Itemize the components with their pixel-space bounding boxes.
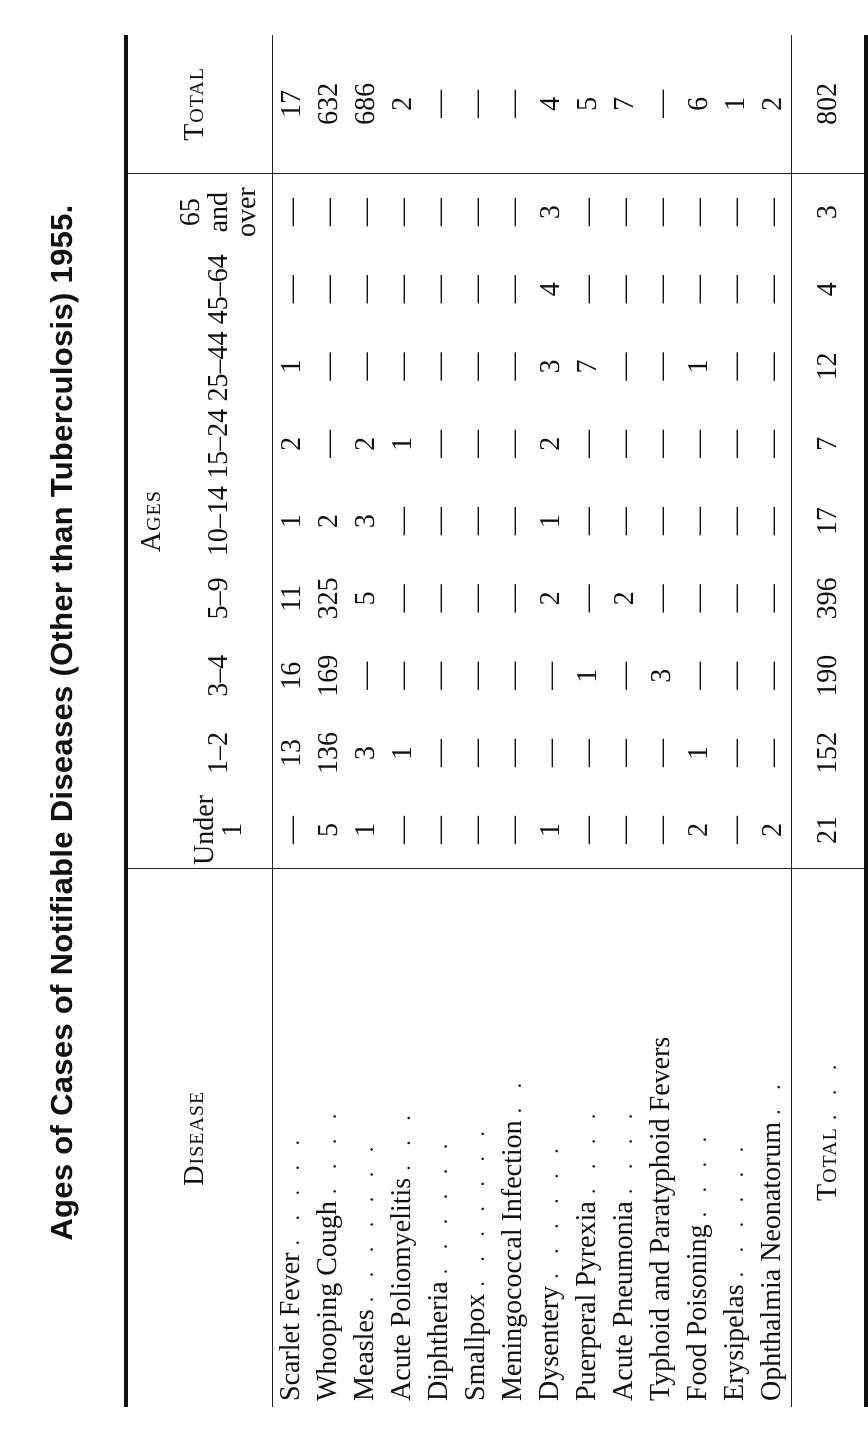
disease-name xyxy=(458,869,495,1407)
age-group-label: 25–44 xyxy=(203,331,234,402)
row-total-cell: 1 xyxy=(717,35,754,173)
age-count-cell: — xyxy=(756,352,788,381)
age-count-cell: — xyxy=(756,507,788,536)
age-count-cell: — xyxy=(312,429,344,458)
column-total-cell: 17 xyxy=(792,482,867,559)
age-group-label: 1–2 xyxy=(203,732,234,774)
age-count-cell: — xyxy=(384,792,421,869)
age-group-header xyxy=(176,792,262,869)
table-row xyxy=(421,35,458,1407)
age-count-cell: 11 xyxy=(275,584,307,612)
age-count-cell: — xyxy=(497,275,529,304)
age-count-cell: — xyxy=(608,661,640,690)
age-count-cell: — xyxy=(756,275,788,304)
age-count-cell: — xyxy=(275,275,307,304)
age-count-cell: — xyxy=(273,792,311,869)
age-count-cell: — xyxy=(645,584,677,613)
row-total-cell: 7 xyxy=(606,35,643,173)
age-count-cell: 1 xyxy=(682,746,714,760)
row-total-cell: 2 xyxy=(384,35,421,173)
age-group-header xyxy=(176,482,262,559)
age-count-cell: 1 xyxy=(534,514,566,529)
disease-name xyxy=(680,869,717,1407)
age-count-cell: 1 xyxy=(275,514,307,529)
column-total-cell: 396 xyxy=(792,560,867,637)
age-count-cell: 1 xyxy=(532,792,569,869)
age-count-cell: — xyxy=(756,661,788,690)
age-count-cell: — xyxy=(460,429,492,458)
row-total-cell: — xyxy=(495,35,532,173)
age-group-label-line2: and over xyxy=(203,187,262,238)
age-group-label: 5–9 xyxy=(203,577,234,620)
dot-leader: . . . xyxy=(390,1108,415,1171)
table-row xyxy=(643,35,680,1407)
age-count-cell: 3 xyxy=(349,514,381,529)
disease-name xyxy=(643,869,680,1407)
header-row-1 xyxy=(126,35,176,1407)
age-count-cell: 1 xyxy=(386,746,418,760)
age-count-cell: — xyxy=(534,739,566,767)
dot-leader: . . . . . . . xyxy=(464,1124,489,1287)
age-count-cell: — xyxy=(423,352,455,381)
disease-label: Whooping Cough xyxy=(312,1201,343,1401)
age-count-cell: — xyxy=(458,792,495,869)
age-count-cell: — xyxy=(719,429,751,458)
age-count-cell: 1 xyxy=(386,436,418,451)
age-group-header xyxy=(176,328,262,405)
age-count-cell: — xyxy=(682,429,714,458)
age-count-cell: — xyxy=(571,429,603,458)
disease-label: Dysentery xyxy=(534,1285,565,1401)
page-title: Ages of Cases of Notifiable Diseases (Other than Tuberculosis) 1955. xyxy=(44,204,79,1241)
table-row xyxy=(532,35,569,1407)
table-row xyxy=(495,35,532,1407)
age-group-label: 15–24 xyxy=(203,408,234,479)
dot-leader: . . . . xyxy=(316,1106,341,1195)
table-row xyxy=(458,35,495,1407)
age-count-cell: — xyxy=(682,275,714,304)
total-label-cell xyxy=(792,869,867,1407)
dot-leader: . . xyxy=(501,1075,526,1114)
age-count-cell: — xyxy=(460,739,492,767)
column-total-cell: 21 xyxy=(792,792,867,869)
age-count-cell: — xyxy=(497,661,529,690)
age-count-cell: — xyxy=(608,275,640,304)
row-total-cell: — xyxy=(643,35,680,173)
row-total-cell: 5 xyxy=(569,35,606,173)
row-total-cell: 2 xyxy=(754,35,792,173)
age-count-cell: — xyxy=(386,275,418,304)
age-count-cell: — xyxy=(682,507,714,536)
header-separator xyxy=(262,35,273,1407)
row-total-cell: 632 xyxy=(310,35,347,173)
table-row xyxy=(717,35,754,1407)
age-count-cell: — xyxy=(645,352,677,381)
dot-leader: . . . . xyxy=(575,1106,600,1195)
age-count-cell: 3 xyxy=(645,668,677,683)
age-count-cell: — xyxy=(460,584,492,613)
total-header: Total xyxy=(126,35,262,173)
age-count-cell: — xyxy=(460,352,492,381)
age-count-cell: — xyxy=(312,352,344,381)
age-count-cell: 2 xyxy=(608,591,640,606)
disease-name xyxy=(532,869,569,1407)
age-count-cell: 13 xyxy=(275,739,307,767)
disease-name xyxy=(310,869,347,1407)
column-total-cell: 190 xyxy=(792,637,867,714)
disease-label: Diphtheria xyxy=(423,1281,454,1401)
age-count-cell: — xyxy=(606,792,643,869)
age-count-cell: — xyxy=(460,275,492,304)
disease-name xyxy=(717,869,754,1407)
age-group-label: 45–64 xyxy=(203,254,234,325)
disease-name xyxy=(421,869,458,1407)
age-count-cell: — xyxy=(571,507,603,536)
age-count-cell: 1 xyxy=(571,668,603,683)
table-row xyxy=(310,35,347,1407)
age-count-cell: — xyxy=(645,198,677,227)
age-count-cell: — xyxy=(497,352,529,381)
row-total-cell: 17 xyxy=(273,35,311,173)
age-count-cell: — xyxy=(460,661,492,690)
age-count-cell: 1 xyxy=(682,359,714,374)
age-count-cell: — xyxy=(645,275,677,304)
age-count-cell: 7 xyxy=(571,359,603,374)
age-count-cell: 1 xyxy=(275,359,307,374)
age-count-cell: — xyxy=(719,198,751,227)
disease-header: Disease xyxy=(126,869,262,1407)
disease-label: Acute Pneumonia xyxy=(608,1201,639,1401)
row-total-cell: 6 xyxy=(680,35,717,173)
age-count-cell: — xyxy=(682,584,714,613)
age-count-cell: — xyxy=(386,352,418,381)
age-count-cell: — xyxy=(312,198,344,227)
age-count-cell: — xyxy=(275,198,307,227)
age-count-cell: 5 xyxy=(310,792,347,869)
table-body xyxy=(262,35,866,1407)
column-total-cell: 3 xyxy=(792,173,867,250)
disease-label: Typhoid and Paratyphoid Fevers xyxy=(645,1036,676,1401)
age-count-cell: 3 xyxy=(534,205,566,220)
disease-name xyxy=(754,869,792,1407)
age-count-cell: — xyxy=(460,198,492,227)
age-group-header xyxy=(176,173,262,250)
age-group-label: 10–14 xyxy=(203,486,234,557)
age-count-cell: — xyxy=(495,792,532,869)
age-group-header xyxy=(176,560,262,637)
table-row xyxy=(384,35,421,1407)
age-count-cell: — xyxy=(756,584,788,613)
table-row xyxy=(680,35,717,1407)
age-count-cell: — xyxy=(569,792,606,869)
total-label: Total xyxy=(811,1127,843,1201)
age-count-cell: — xyxy=(497,429,529,458)
disease-label: Meningococcal Infection xyxy=(497,1120,528,1401)
dot-leader: . . . . . . xyxy=(427,1136,452,1275)
age-count-cell: — xyxy=(571,739,603,767)
age-count-cell: — xyxy=(423,275,455,304)
disease-name xyxy=(273,869,311,1407)
column-total-cell: 152 xyxy=(792,714,867,791)
disease-label: Smallpox xyxy=(460,1293,491,1401)
age-count-cell: — xyxy=(719,661,751,690)
age-count-cell: — xyxy=(719,584,751,613)
dot-leader: . . . . . xyxy=(279,1133,304,1246)
age-count-cell: — xyxy=(645,739,677,767)
age-count-cell: — xyxy=(497,584,529,613)
age-group-header xyxy=(176,637,262,714)
age-count-cell: — xyxy=(608,352,640,381)
age-count-cell: — xyxy=(386,661,418,690)
age-count-cell: — xyxy=(386,507,418,536)
disease-name xyxy=(569,869,606,1407)
ages-table xyxy=(124,35,868,1407)
disease-label: Measles xyxy=(349,1309,380,1401)
column-total-cell: 4 xyxy=(792,251,867,328)
disease-name xyxy=(347,869,384,1407)
age-count-cell: — xyxy=(571,198,603,227)
age-count-cell: — xyxy=(421,792,458,869)
age-count-cell: 2 xyxy=(349,436,381,451)
age-count-cell: 136 xyxy=(312,732,344,774)
total-row xyxy=(792,35,867,1407)
age-count-cell: 1 xyxy=(347,792,384,869)
age-count-cell: — xyxy=(349,198,381,227)
dot-leader: . . . . . . xyxy=(723,1139,748,1278)
disease-label: Ophthalmia Neonatorum xyxy=(756,1121,787,1401)
dot-leader: . . xyxy=(760,1077,785,1115)
age-count-cell: — xyxy=(386,198,418,227)
disease-label: Acute Poliomyelitis xyxy=(386,1177,417,1401)
row-total-cell: 686 xyxy=(347,35,384,173)
age-count-cell: — xyxy=(423,198,455,227)
age-count-cell: — xyxy=(497,507,529,536)
table-row xyxy=(606,35,643,1407)
age-count-cell: — xyxy=(423,507,455,536)
age-count-cell: — xyxy=(682,198,714,227)
age-count-cell: — xyxy=(349,661,381,690)
age-count-cell: — xyxy=(497,198,529,227)
age-group-label: 65 xyxy=(175,198,206,227)
disease-name xyxy=(606,869,643,1407)
age-count-cell: — xyxy=(643,792,680,869)
dot-leader: . . . . xyxy=(686,1129,711,1218)
ages-header: Ages xyxy=(126,173,176,869)
age-count-cell: — xyxy=(719,352,751,381)
age-count-cell: — xyxy=(756,739,788,767)
age-count-cell: — xyxy=(719,275,751,304)
age-count-cell: — xyxy=(682,661,714,690)
row-total-cell: — xyxy=(421,35,458,173)
table-row xyxy=(347,35,384,1407)
age-count-cell: — xyxy=(717,792,754,869)
disease-name xyxy=(495,869,532,1407)
age-count-cell: 2 xyxy=(312,514,344,529)
age-count-cell: — xyxy=(534,661,566,690)
table-row xyxy=(569,35,606,1407)
table-row xyxy=(273,35,311,1407)
age-count-cell: 3 xyxy=(534,359,566,374)
age-group-header xyxy=(176,251,262,328)
disease-name xyxy=(384,869,421,1407)
dot-leader: . . . xyxy=(815,1057,841,1121)
age-count-cell: — xyxy=(645,429,677,458)
age-count-cell: — xyxy=(571,584,603,613)
age-group-header xyxy=(176,405,262,482)
disease-label: Scarlet Fever xyxy=(275,1252,306,1401)
age-count-cell: — xyxy=(608,198,640,227)
age-count-cell: 16 xyxy=(275,661,307,690)
age-count-cell: — xyxy=(497,739,529,767)
age-count-cell: — xyxy=(460,507,492,536)
age-count-cell: — xyxy=(423,661,455,690)
age-group-header xyxy=(176,714,262,791)
age-count-cell: 2 xyxy=(534,591,566,606)
age-count-cell: 5 xyxy=(349,591,381,606)
age-count-cell: — xyxy=(756,429,788,458)
age-count-cell: 2 xyxy=(275,436,307,451)
age-count-cell: — xyxy=(719,507,751,536)
age-count-cell: — xyxy=(645,507,677,536)
age-count-cell: — xyxy=(312,275,344,304)
age-count-cell: 2 xyxy=(754,792,792,869)
age-count-cell: — xyxy=(756,198,788,227)
disease-label: Puerperal Pyrexia xyxy=(571,1201,602,1401)
age-count-cell: 2 xyxy=(534,436,566,451)
disease-label: Erysipelas xyxy=(719,1284,750,1401)
grand-total-cell: 802 xyxy=(792,35,867,173)
age-count-cell: 325 xyxy=(312,577,344,620)
age-group-label: Under xyxy=(189,795,220,866)
age-count-cell: — xyxy=(349,275,381,304)
age-count-cell: 2 xyxy=(680,792,717,869)
column-total-cell: 12 xyxy=(792,328,867,405)
age-count-cell: — xyxy=(423,739,455,767)
age-count-cell: — xyxy=(386,584,418,613)
disease-label: Food Poisoning xyxy=(682,1224,713,1401)
age-count-cell: — xyxy=(349,352,381,381)
age-count-cell: — xyxy=(608,507,640,536)
table-row xyxy=(754,35,792,1407)
age-count-cell: 169 xyxy=(312,654,344,697)
age-count-cell: — xyxy=(571,275,603,304)
age-count-cell: — xyxy=(719,739,751,767)
age-group-label-line2: 1 xyxy=(217,823,248,838)
age-group-label: 3–4 xyxy=(203,654,234,697)
age-count-cell: 3 xyxy=(349,746,381,760)
column-total-cell: 7 xyxy=(792,405,867,482)
row-total-cell: — xyxy=(458,35,495,173)
age-count-cell: — xyxy=(608,739,640,767)
age-count-cell: 4 xyxy=(534,282,566,297)
dot-leader: . . . . . . xyxy=(538,1141,563,1279)
dot-leader: . . . . xyxy=(612,1106,637,1195)
age-count-cell: — xyxy=(423,429,455,458)
age-count-cell: — xyxy=(608,429,640,458)
dot-leader: . . . . . . . xyxy=(353,1139,378,1303)
row-total-cell: 4 xyxy=(532,35,569,173)
age-count-cell: — xyxy=(423,584,455,613)
